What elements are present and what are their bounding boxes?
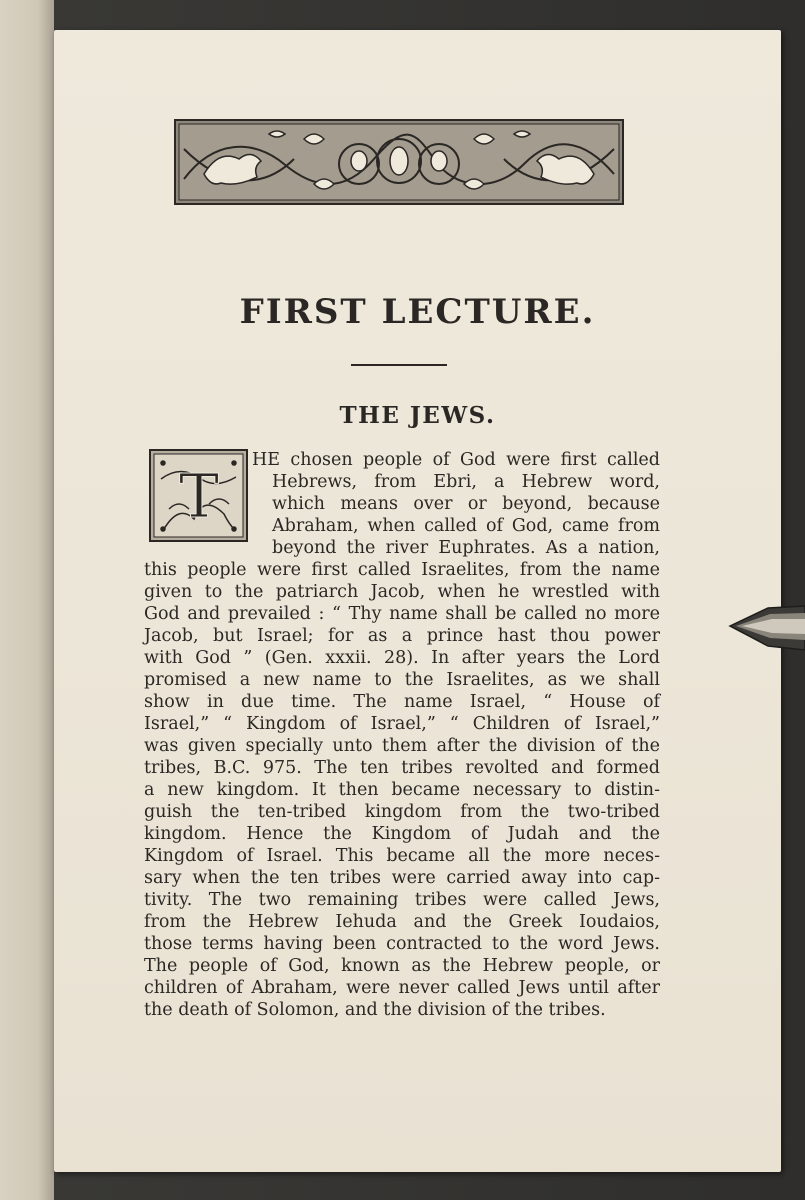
text-line: beyond the river Euphrates. As a nation, [272, 538, 660, 558]
text-line: with God ” (Gen. xxxii. 28). In after years the Lord [144, 648, 660, 668]
text-line: The people of God, known as the Hebrew people, or [144, 956, 660, 976]
text-line: show in due time. The name Israel, “ House of [144, 692, 660, 712]
text-line: a new kingdom. It then became necessary to distin- [144, 780, 660, 800]
text-line: was given specially unto them after the division of the [144, 736, 660, 756]
previous-page-edge [0, 0, 54, 1200]
text-line: this people were first called Israelites, from the name [144, 560, 660, 580]
text-line: promised a new name to the Israelites, as we shall [144, 670, 660, 690]
title-rule [351, 364, 447, 366]
text-line: Jacob, but Israel; for as a prince hast thou power [144, 626, 660, 646]
ornamental-dropcap-t [149, 449, 248, 542]
text-line: given to the patriarch Jacob, when he wrestled with [144, 582, 660, 602]
section-title: THE JEWS. [339, 402, 496, 429]
text-line: guish the ten-tribed kingdom from the two-tribed [144, 802, 660, 822]
text-line: tivity. The two remaining tribes were called Jews, [144, 890, 660, 910]
text-line: those terms having been contracted to the word Jews. [144, 934, 660, 954]
chapter-title: FIRST LECTURE. [239, 292, 596, 332]
text-line: kingdom. Hence the Kingdom of Judah and the [144, 824, 660, 844]
text-line: HE chosen people of God were first called [252, 450, 660, 470]
pointer-clip [728, 604, 805, 652]
text-line: which means over or beyond, because [272, 494, 660, 514]
text-line: Israel,” “ Kingdom of Israel,” “ Children of Israel,” [144, 714, 660, 734]
book-page [54, 30, 781, 1172]
dropcap-letter: T [178, 462, 220, 532]
decorative-headpiece [174, 119, 624, 205]
text-line: Abraham, when called of God, came from [272, 516, 660, 536]
text-line: Hebrews, from Ebri, a Hebrew word, [272, 472, 660, 492]
text-line: children of Abraham, were never called Jews until after [144, 978, 660, 998]
text-line: Kingdom of Israel. This became all the more neces- [144, 846, 660, 866]
text-line: from the Hebrew Iehuda and the Greek Ioudaios, [144, 912, 660, 932]
text-line: tribes, B.C. 975. The ten tribes revolted and formed [144, 758, 660, 778]
text-line: God and prevailed : “ Thy name shall be called no more [144, 604, 660, 624]
text-line: sary when the ten tribes were carried away into cap- [144, 868, 660, 888]
text-line: the death of Solomon, and the division of the tribes. [144, 1000, 606, 1020]
